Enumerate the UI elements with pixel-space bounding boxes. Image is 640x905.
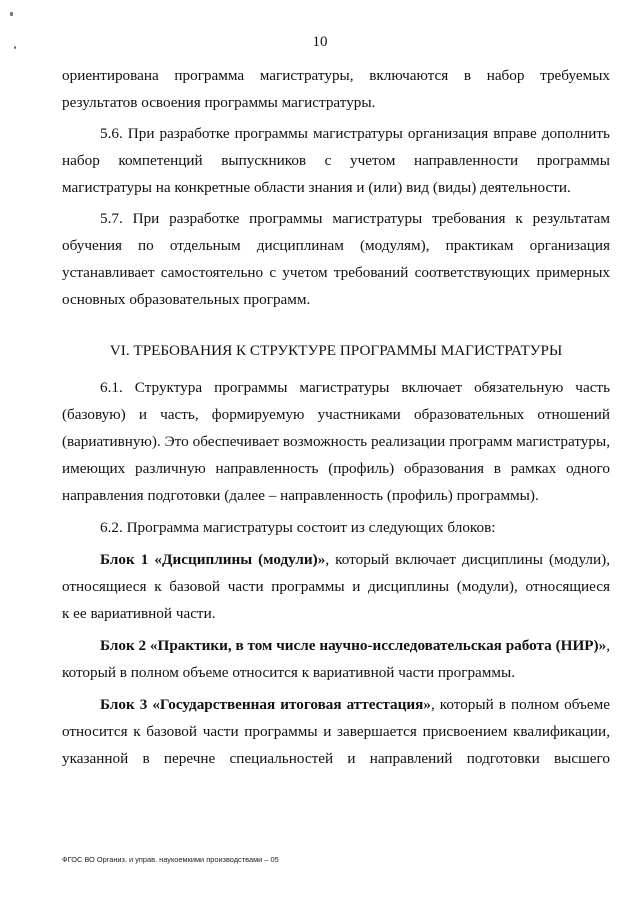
text-line: имеющих различную направленность (профиль) образования в рамках одного [62, 460, 610, 477]
text-line: относится к базовой части программы и завершается присвоением квалификации, [62, 723, 610, 740]
text-line: (вариативную). Это обеспечивает возможность реализации программ магистратуры, [62, 433, 610, 450]
block-3-text: , который в полном объеме [430, 696, 610, 713]
text-line: результатов освоения программы магистратуры. [62, 94, 376, 111]
block-3-title: Блок 3 «Государственная итоговая аттестация» [100, 696, 431, 713]
block-2-title: Блок 2 «Практики, в том числе научно-исследовательская работа (НИР)» [100, 637, 607, 654]
block-3-line [62, 691, 610, 718]
block-2-line [62, 632, 610, 659]
text-line: указанной в перечне специальностей и направлений подготовки высшего [62, 750, 610, 767]
text-line: ориентирована программа магистратуры, включаются в набор требуемых [62, 67, 610, 84]
text-line: 5.7. При разработке программы магистратуры требования к результатам [100, 210, 610, 227]
text-line: устанавливает самостоятельно с учетом требований соответствующих примерных [62, 264, 610, 281]
scan-mark [10, 12, 13, 16]
text-line: который в полном объеме относится к вариативной части программы. [62, 664, 516, 681]
text-line: магистратуры на конкретные области знания и (или) вид (виды) деятельности. [62, 179, 571, 196]
text-line: набор компетенций выпускников с учетом направленности программы [62, 152, 610, 169]
page-number: 10 [312, 34, 328, 50]
text-line: 6.1. Структура программы магистратуры включает обязательную часть [100, 379, 610, 396]
document-body [62, 62, 610, 772]
block-1-line [62, 546, 610, 573]
block-2-text: , [606, 637, 610, 654]
text-line: 6.2. Программа магистратуры состоит из следующих блоков: [100, 519, 496, 536]
text-line: направления подготовки (далее – направленность (профиль) программы). [62, 487, 539, 504]
text-line: относящиеся к базовой части программы и дисциплины (модули), относящиеся [62, 578, 610, 595]
section-heading: VI. ТРЕБОВАНИЯ К СТРУКТУРЕ ПРОГРАММЫ МАГИСТРАТУРЫ [109, 342, 563, 359]
text-line: 5.6. При разработке программы магистратуры организация вправе дополнить [100, 125, 610, 142]
block-1-text: , который включает дисциплины (модули), [325, 551, 610, 568]
block-1-title: Блок 1 «Дисциплины (модули)» [100, 551, 326, 568]
text-line: обучения по отдельным дисциплинам (модулям), практикам организация [62, 237, 610, 254]
text-line: (базовую) и часть, формируемую участниками образовательных отношений [62, 406, 610, 423]
text-line: основных образовательных программ. [62, 291, 311, 308]
footer-note: ФГОС ВО Организ. и управ. наукоемкими производствами – 05 [62, 855, 279, 864]
text-line: к ее вариативной части. [62, 605, 216, 622]
